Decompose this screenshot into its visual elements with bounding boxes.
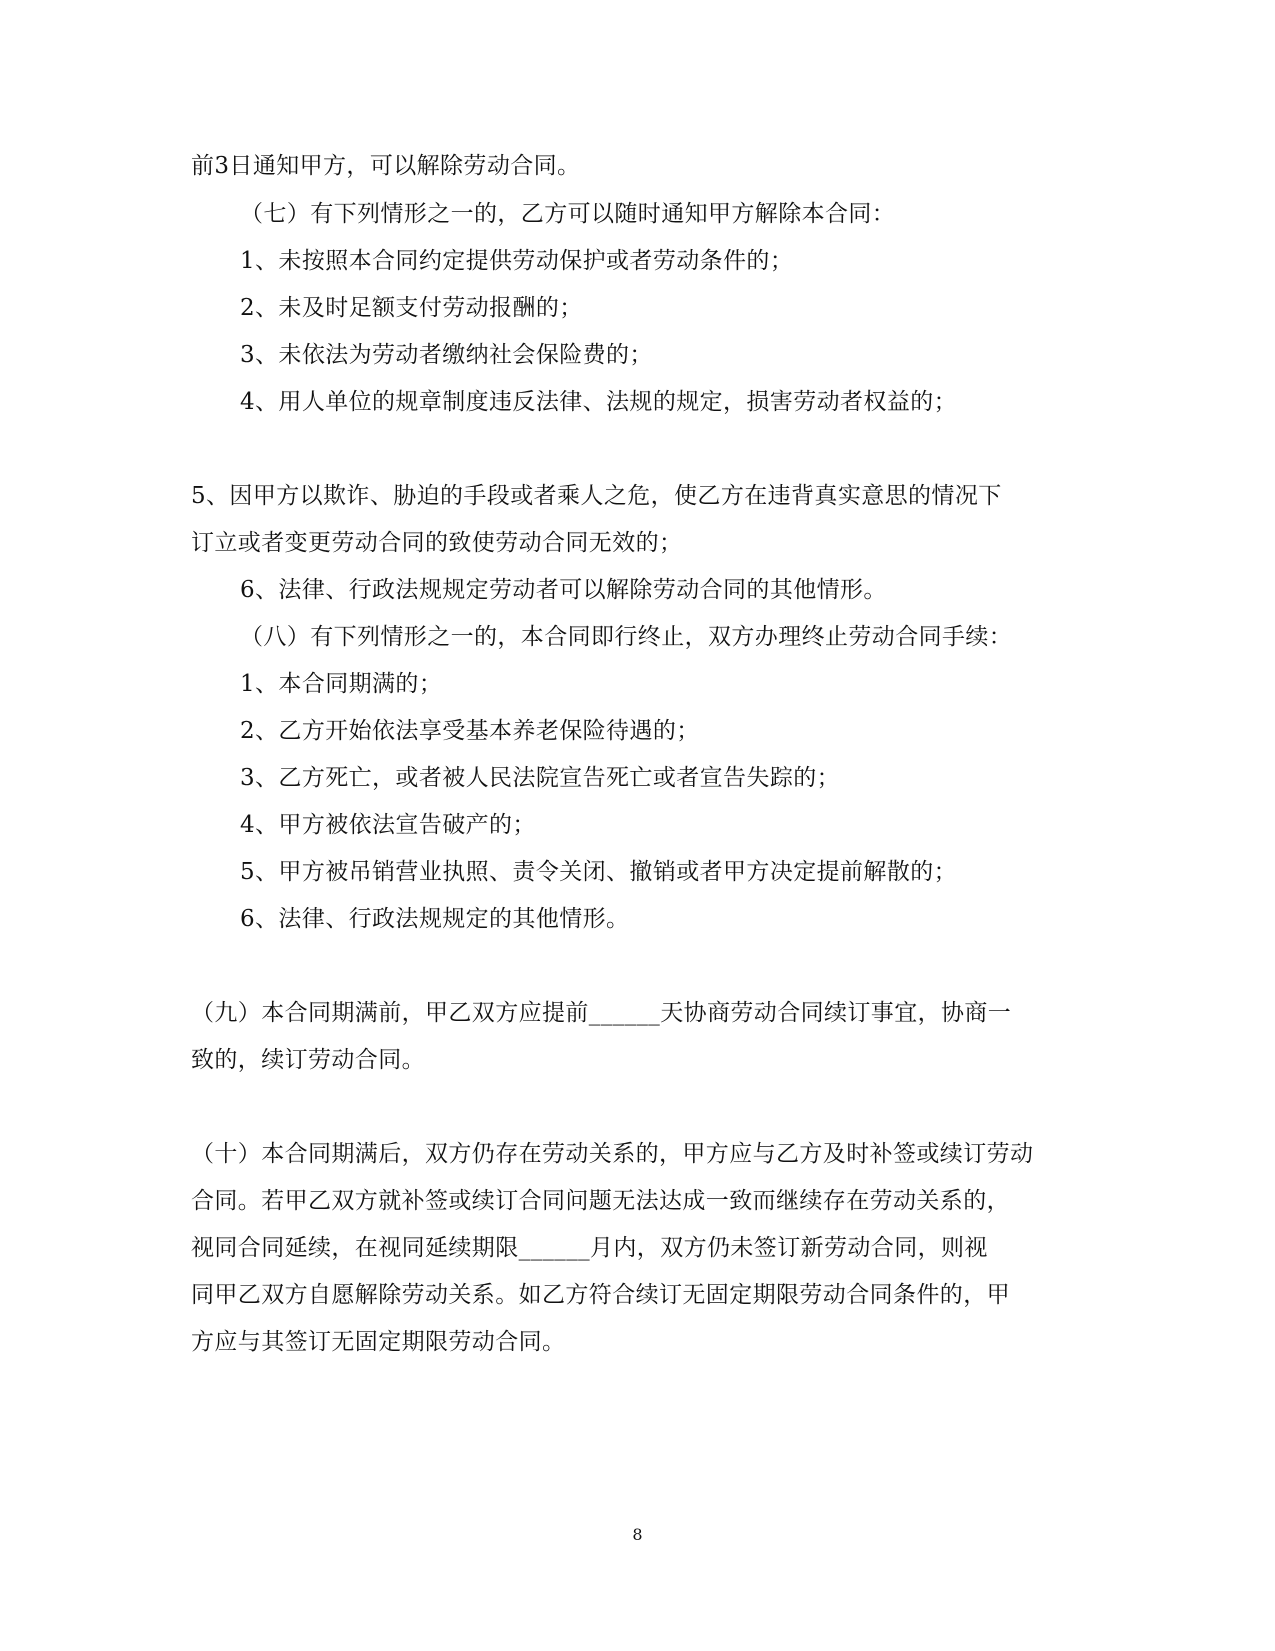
clause-heading: （十）本合同期满后，双方仍存在劳动关系的，甲方应与乙方及时补签或续订劳动 [191,1141,1034,1167]
list-item: 6、法律、行政法规规定的其他情形。 [240,906,630,932]
list-item: 5、甲方被吊销营业执照、责令关闭、撤销或者甲方决定提前解散的； [240,859,958,885]
list-item: 5、因甲方以欺诈、胁迫的手段或者乘人之危，使乙方在违背真实意思的情况下 [191,483,1002,509]
text-line: 方应与其签订无固定期限劳动合同。 [191,1329,566,1355]
clause-heading: （八）有下列情形之一的，本合同即行终止，双方办理终止劳动合同手续： [240,624,1013,650]
list-item: 2、未及时足额支付劳动报酬的； [240,295,583,321]
text-line: 视同合同延续，在视同延续期限______月内，双方仍未签订新劳动合同，则视 [191,1235,988,1261]
clause-heading: （七）有下列情形之一的，乙方可以随时通知甲方解除本合同： [240,201,896,227]
list-item: 3、未依法为劳动者缴纳社会保险费的； [240,342,653,368]
list-item: 1、本合同期满的； [240,671,443,697]
list-item: 1、未按照本合同约定提供劳动保护或者劳动条件的； [240,248,794,274]
text-line: 合同。若甲乙双方就补签或续订合同问题无法达成一致而继续存在劳动关系的， [191,1188,1010,1214]
text-line: 致的，续订劳动合同。 [191,1047,425,1073]
list-item: 3、乙方死亡，或者被人民法院宣告死亡或者宣告失踪的； [240,765,841,791]
list-item: 6、法律、行政法规规定劳动者可以解除劳动合同的其他情形。 [240,577,887,603]
text-line: 同甲乙双方自愿解除劳动关系。如乙方符合续订无固定期限劳动合同条件的，甲 [191,1282,1010,1308]
text-line: 前3日通知甲方，可以解除劳动合同。 [191,153,581,179]
list-item: 4、用人单位的规章制度违反法律、法规的规定，损害劳动者权益的； [240,389,958,415]
text-line: 订立或者变更劳动合同的致使劳动合同无效的； [191,530,683,556]
list-item: 2、乙方开始依法享受基本养老保险待遇的； [240,718,700,744]
list-item: 4、甲方被依法宣告破产的； [240,812,536,838]
clause-heading: （九）本合同期满前，甲乙双方应提前______天协商劳动合同续订事宜，协商一 [191,1000,1012,1026]
page-number: 8 [632,1525,643,1544]
